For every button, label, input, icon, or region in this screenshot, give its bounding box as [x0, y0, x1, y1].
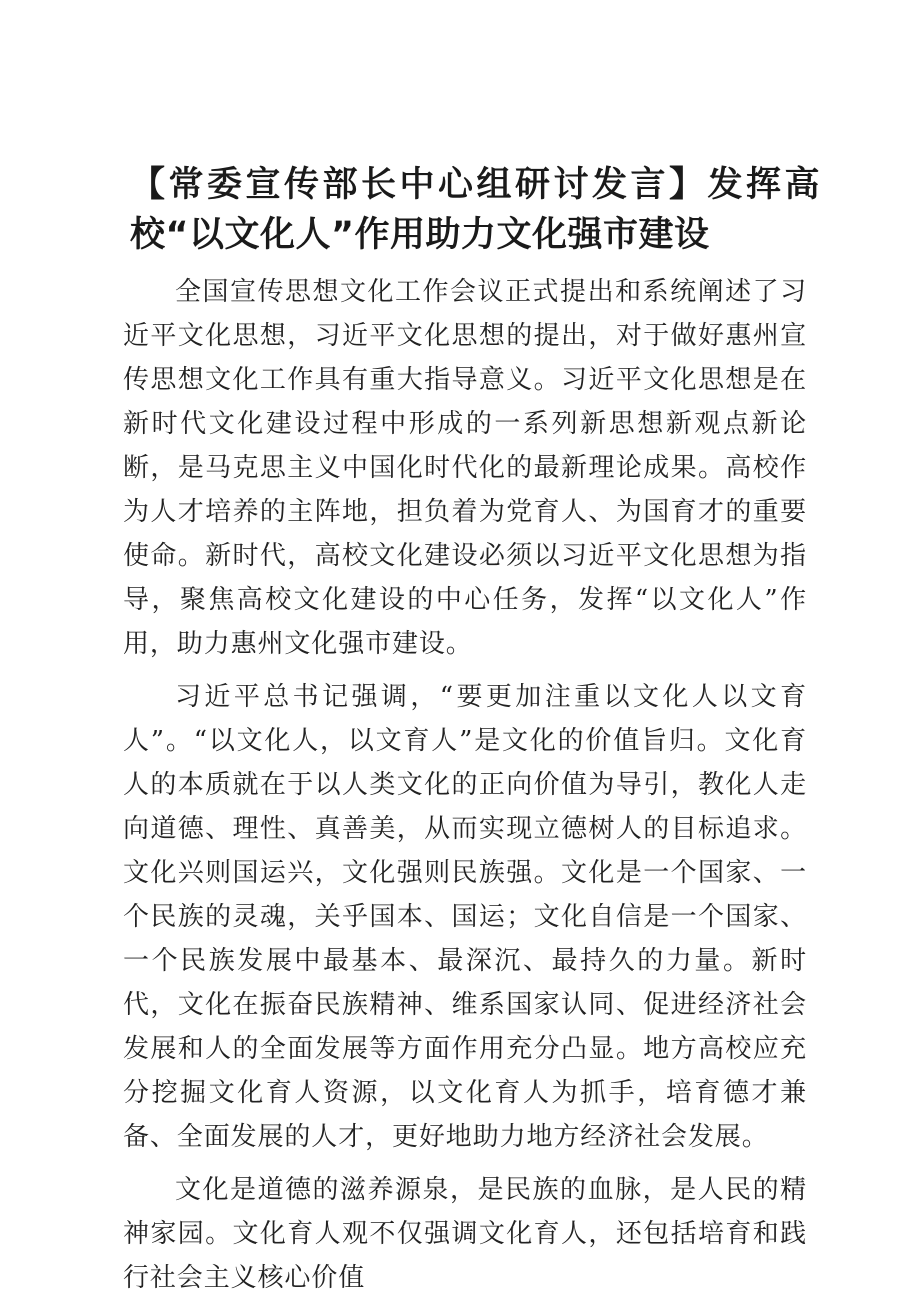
body-paragraph-1: 全国宣传思想文化工作会议正式提出和系统阐述了习近平文化思想，习近平文化思想的提出，对于做好惠州宣传思想文化工作具有重大指导意义。习近平文化思想是在新时代文化建设过程中形成的一系列新思想新观点新论断，是马克思主义中国化时代化的最新理论成果。高校作为人才培养的主阵地，担负着为党育人、为国育才的重要使命。新时代，高校文化建设必须以习近平文化思想为指导，聚焦高校文化建设的中心任务，发挥“以文化人”作用，助力惠州文化强市建设。 — [123, 277, 807, 659]
body-paragraph-2: 习近平总书记强调，“要更加注重以文化人以文育人”。“以文化人，以文育人”是文化的价值旨归。文化育人的本质就在于以人类文化的正向价值为导引，教化人走向道德、理性、真善美，从而实现立德树人的目标追求。文化兴则国运兴，文化强则民族强。文化是一个国家、一个民族的灵魂，关乎国本、国运；文化自信是一个国家、一个民族发展中最基本、最深沉、最持久的力量。新时代，文化在振奋民族精神、维系国家认同、促进经济社会发展和人的全面发展等方面作用充分凸显。地方高校应充分挖掘文化育人资源，以文化育人为抓手，培育德才兼备、全面发展的人才，更好地助力地方经济社会发展。 — [123, 682, 807, 1152]
document-title: 【常委宣传部长中心组研讨发言】发挥高校“以文化人”作用助力文化强市建设 — [130, 165, 820, 255]
body-paragraph-3: 文化是道德的滋养源泉，是民族的血脉，是人民的精神家园。文化育人观不仅强调文化育人，还包括培育和践行社会主义核心价值 — [123, 1175, 807, 1293]
document-body — [123, 270, 807, 1309]
